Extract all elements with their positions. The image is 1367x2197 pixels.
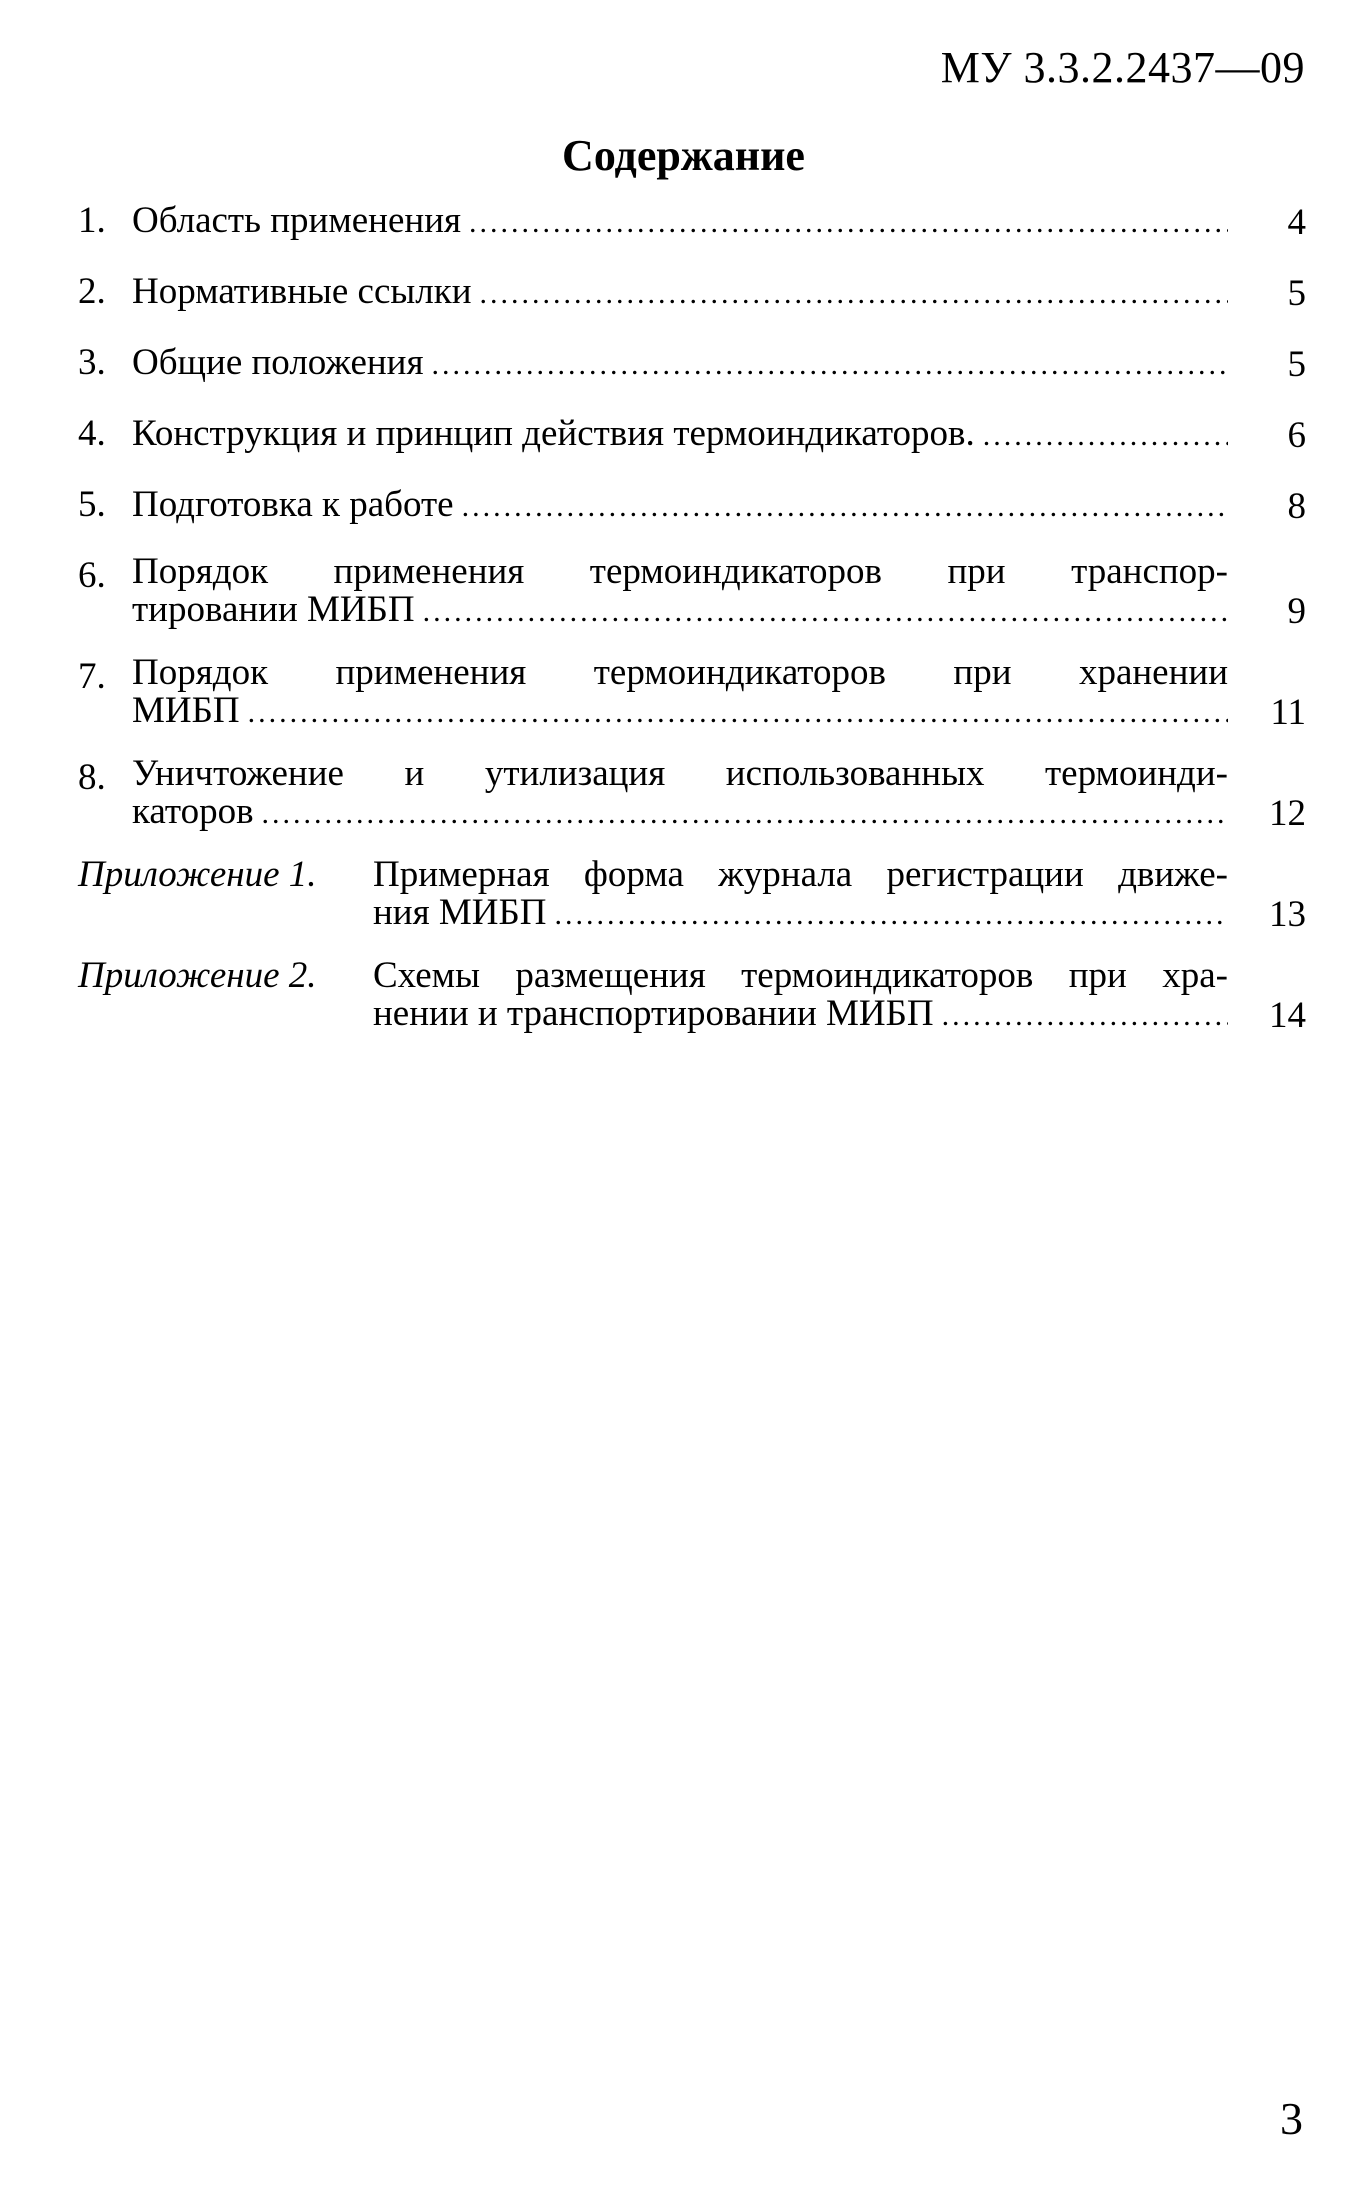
toc-entry-title: каторов (132, 791, 254, 832)
toc-entry-title-line: Уничтожение и утилизация использованных термоинди- (132, 753, 1228, 794)
toc-entry-4[interactable] (78, 411, 1306, 459)
appendix-label: Приложение 2. (78, 955, 317, 996)
toc-entry-title: Область применения (132, 200, 462, 241)
dot-leader (423, 593, 1228, 631)
toc-entry-page: 9 (1287, 591, 1306, 632)
toc-entry-number: 4. (78, 413, 106, 454)
appendix-label: Приложение 1. (78, 854, 317, 895)
toc-entry-number: 8. (78, 757, 106, 798)
toc-entry-title-line: Порядок применения термоиндикаторов при транспор- (132, 551, 1228, 592)
dot-leader (983, 413, 1228, 459)
toc-entry-number: 5. (78, 484, 106, 525)
appendix-page: 13 (1269, 894, 1306, 935)
toc-entry-title: Общие положения (132, 342, 424, 383)
toc-entry-title: Подготовка к работе (132, 484, 454, 525)
appendix-page: 14 (1269, 995, 1306, 1036)
dot-leader (469, 200, 1228, 246)
dot-leader (248, 694, 1228, 732)
dot-leader (942, 997, 1228, 1035)
toc-entry-number: 2. (78, 271, 106, 312)
toc-entry-8[interactable] (78, 755, 1306, 833)
appendix-title: нении и транспортировании МИБП (373, 993, 934, 1034)
toc-entry-5[interactable] (78, 482, 1306, 530)
toc-appendix-2[interactable] (78, 957, 1306, 1035)
toc-entry-number: 3. (78, 342, 106, 383)
toc-entry-page: 5 (1287, 344, 1306, 385)
toc-entry-page: 5 (1287, 273, 1306, 314)
toc-entry-title-line: Порядок применения термоиндикаторов при хранении (132, 652, 1228, 693)
dot-leader (554, 896, 1228, 934)
dot-leader (431, 342, 1228, 388)
toc-entry-page: 4 (1287, 202, 1306, 243)
toc-entry-number: 6. (78, 555, 106, 596)
appendix-title-line: Примерная форма журнала регистрации движе- (373, 854, 1228, 895)
toc-entry-number: 1. (78, 200, 106, 241)
page-title: Содержание (562, 131, 805, 180)
toc-entry-page: 12 (1269, 793, 1306, 834)
appendix-title-line: Схемы размещения термоиндикаторов при хра- (373, 955, 1228, 996)
toc-entry-title: МИБП (132, 690, 240, 731)
toc-entry-title: Нормативные ссылки (132, 271, 472, 312)
toc-entry-7[interactable] (78, 654, 1306, 732)
toc-entry-1[interactable] (78, 198, 1306, 246)
toc-entry-page: 11 (1270, 692, 1306, 733)
page-number: 3 (1280, 2093, 1303, 2144)
toc-entry-title: Конструкция и принцип действия термоиндикаторов. (132, 413, 975, 454)
toc-entry-2[interactable] (78, 269, 1306, 317)
toc-entry-3[interactable] (78, 340, 1306, 388)
dot-leader (462, 484, 1228, 530)
document-code: МУ 3.3.2.2437—09 (940, 43, 1305, 92)
toc-entry-number: 7. (78, 656, 106, 697)
toc-entry-6[interactable] (78, 553, 1306, 631)
table-of-contents (78, 198, 1306, 1058)
dot-leader (480, 271, 1228, 317)
dot-leader (262, 795, 1228, 833)
toc-entry-page: 8 (1287, 486, 1306, 527)
toc-entry-page: 6 (1287, 415, 1306, 456)
toc-entry-title: тировании МИБП (132, 589, 415, 630)
toc-appendix-1[interactable] (78, 856, 1306, 934)
appendix-title: ния МИБП (373, 892, 547, 933)
